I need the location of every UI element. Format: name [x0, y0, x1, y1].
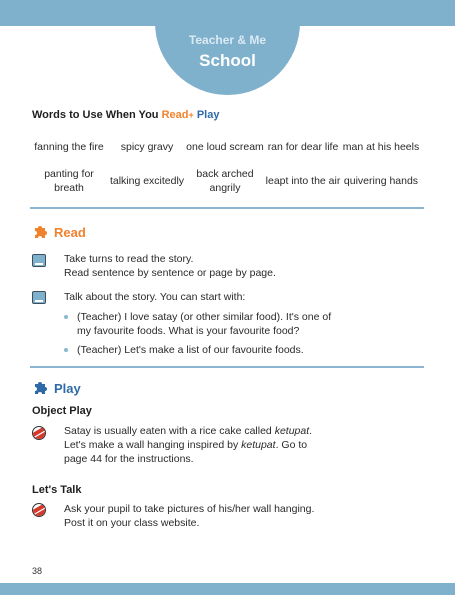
list-item-line-1: (Teacher) I love satay (or other similar food). It's one of	[77, 311, 332, 323]
words-heading-read: Read	[161, 109, 189, 121]
play-title: Play	[54, 380, 81, 396]
list-item-text	[77, 310, 331, 338]
words-heading-plus: +	[188, 110, 194, 120]
page-number: 38	[32, 566, 43, 576]
puzzle-icon	[32, 224, 48, 240]
bottom-band	[0, 583, 455, 595]
bullet-dot	[64, 315, 68, 319]
words-heading-play: Play	[196, 109, 220, 121]
words-heading	[32, 109, 219, 121]
word-cell: quivering hands	[343, 175, 419, 187]
text-span: Let's make a wall hanging inspired by	[64, 439, 242, 451]
text-span: . Go to	[275, 439, 308, 451]
text-span: .	[309, 425, 313, 437]
lets-talk-line-2: Post it on your class website.	[64, 517, 200, 529]
read-item-1	[64, 252, 276, 280]
read-item-2: Talk about the story. You can start with:	[64, 291, 246, 303]
words-heading-text: Words to Use When You	[32, 109, 159, 121]
section-divider	[30, 207, 424, 209]
read-item-1-line-1: Take turns to read the story.	[64, 253, 194, 265]
puzzle-icon	[32, 380, 48, 396]
list-item-line-2: my favourite foods. What is your favourite food?	[77, 325, 300, 337]
word-cell: talking excitedly	[109, 175, 185, 187]
lets-talk-heading: Let's Talk	[32, 484, 82, 496]
word-cell: ran for dear life	[267, 141, 339, 153]
book-icon	[32, 254, 46, 267]
word-row	[30, 164, 420, 198]
word-cell: man at his heels	[342, 141, 420, 153]
word-cell: panting for breath	[44, 168, 94, 194]
object-play-text	[64, 424, 312, 466]
object-play-line-3: page 44 for the instructions.	[64, 453, 194, 465]
word-cell: fanning the fire	[34, 141, 104, 153]
object-play-heading: Object Play	[32, 405, 92, 417]
word-cell: spicy gravy	[120, 141, 174, 153]
play-section-heading	[32, 380, 81, 396]
word-cell: leapt into the air	[265, 175, 341, 187]
section-divider	[30, 366, 424, 368]
bullet-dot	[64, 348, 68, 352]
lets-talk-line-1: Ask your pupil to take pictures of his/her wall hanging.	[64, 503, 315, 515]
word-grid	[30, 130, 420, 198]
book-icon	[32, 291, 46, 304]
object-play-line-1	[64, 424, 312, 438]
emphasis-text: ketupat	[274, 425, 310, 437]
word-cell: back arched angrily	[196, 168, 254, 194]
header-subtitle: Teacher & Me	[188, 33, 267, 47]
read-item-1-line-2: Read sentence by sentence or page by page.	[64, 267, 276, 279]
lets-talk-text	[64, 502, 314, 530]
read-title: Read	[54, 224, 86, 240]
word-cell: one loud scream	[186, 141, 264, 153]
page-title: School	[199, 51, 256, 70]
list-item-text: (Teacher) Let's make a list of our favourite foods.	[77, 344, 304, 356]
ball-icon	[32, 503, 46, 517]
object-play-line-2	[64, 438, 312, 452]
header-circle	[155, 0, 300, 95]
read-section-heading	[32, 224, 86, 240]
ball-icon	[32, 426, 46, 440]
word-row	[30, 130, 420, 164]
emphasis-text: ketupat	[241, 439, 276, 451]
text-span: Satay is usually eaten with a rice cake called	[64, 425, 275, 437]
